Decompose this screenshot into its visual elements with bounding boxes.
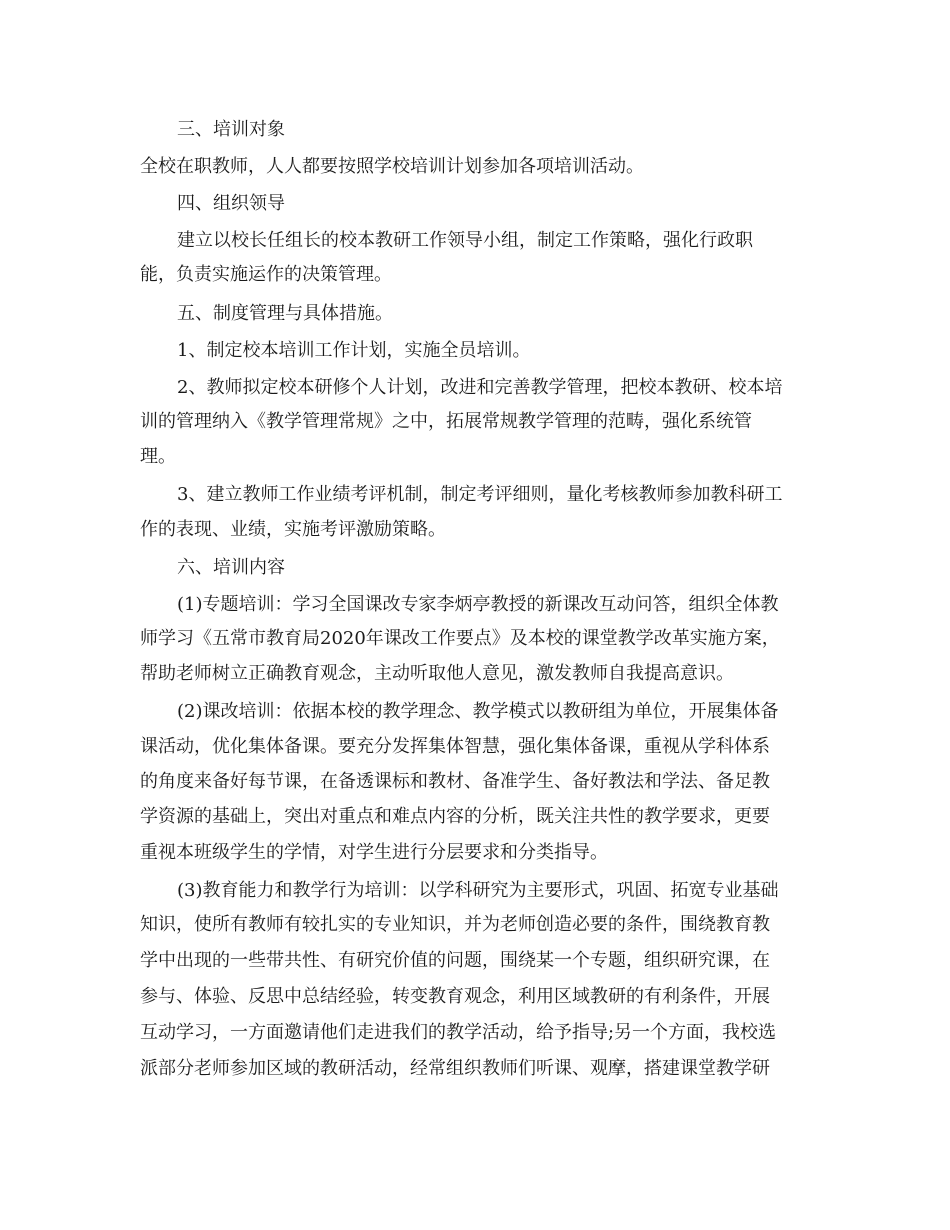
paragraph-line: 派部分老师参加区域的教研活动，经常组织教师们听课、观摩，搭建课堂教学研	[140, 1058, 770, 1079]
paragraph-line: 学资源的基础上，突出对重点和难点内容的分析，既关注共性的教学要求，更要	[140, 806, 770, 827]
heading-organization: 四、组织领导	[177, 193, 285, 214]
paragraph-line: 理。	[140, 446, 176, 467]
heading-management: 五、制度管理与具体措施。	[177, 303, 393, 324]
paragraph-line: 互动学习，一方面邀请他们走进我们的教学活动，给予指导;另一个方面，我校选	[140, 1022, 777, 1043]
paragraph-line: 师学习《五常市教育局2020年课改工作要点》及本校的课堂教学改革实施方案，	[140, 628, 780, 649]
heading-training-content: 六、培训内容	[177, 557, 285, 578]
list-item: (2)课改培训：依据本校的教学理念、教学模式以教研组为单位，开展集体备	[177, 701, 779, 722]
paragraph-line: 的角度来备好每节课，在备透课标和教材、备准学生、备好教法和学法、备足教	[140, 771, 770, 792]
paragraph-line: 作的表现、业绩，实施考评激励策略。	[140, 519, 446, 540]
paragraph-line: 建立以校长任组长的校本教研工作领导小组，制定工作策略，强化行政职	[177, 230, 753, 251]
list-item: 2、教师拟定校本研修个人计划，改进和完善教学管理，把校本教研、校本培	[177, 377, 783, 398]
paragraph-line: 重视本班级学生的学情，对学生进行分层要求和分类指导。	[140, 842, 608, 863]
paragraph-line: 帮助老师树立正确教育观念，主动听取他人意见，激发教师自我提高意识。	[140, 663, 734, 684]
paragraph-line: 全校在职教师，人人都要按照学校培训计划参加各项培训活动。	[140, 156, 644, 177]
list-item: (3)教育能力和教学行为培训：以学科研究为主要形式，巩固、拓宽专业基础	[177, 880, 779, 901]
paragraph-line: 能，负责实施运作的决策管理。	[140, 264, 392, 285]
paragraph-line: 知识，使所有教师有较扎实的专业知识，并为老师创造必要的条件，围绕教育教	[140, 914, 770, 935]
paragraph-line: 课活动，优化集体备课。要充分发挥集体智慧，强化集体备课，重视从学科体系	[140, 736, 770, 757]
list-item: 1、制定校本培训工作计划，实施全员培训。	[177, 340, 531, 361]
paragraph-line: 参与、体验、反思中总结经验，转变教育观念，利用区域教研的有利条件，开展	[140, 986, 770, 1007]
list-item: 3、建立教师工作业绩考评机制，制定考评细则，量化考核教师参加教科研工	[177, 484, 783, 505]
paragraph-line: 学中出现的一些带共性、有研究价值的问题，围绕某一个专题，组织研究课，在	[140, 950, 770, 971]
paragraph-line: 训的管理纳入《教学管理常规》之中，拓展常规教学管理的范畴，强化系统管	[140, 411, 752, 432]
heading-training-target: 三、培训对象	[177, 119, 285, 140]
list-item: (1)专题培训：学习全国课改专家李炳亭教授的新课改互动问答，组织全体教	[177, 594, 779, 615]
